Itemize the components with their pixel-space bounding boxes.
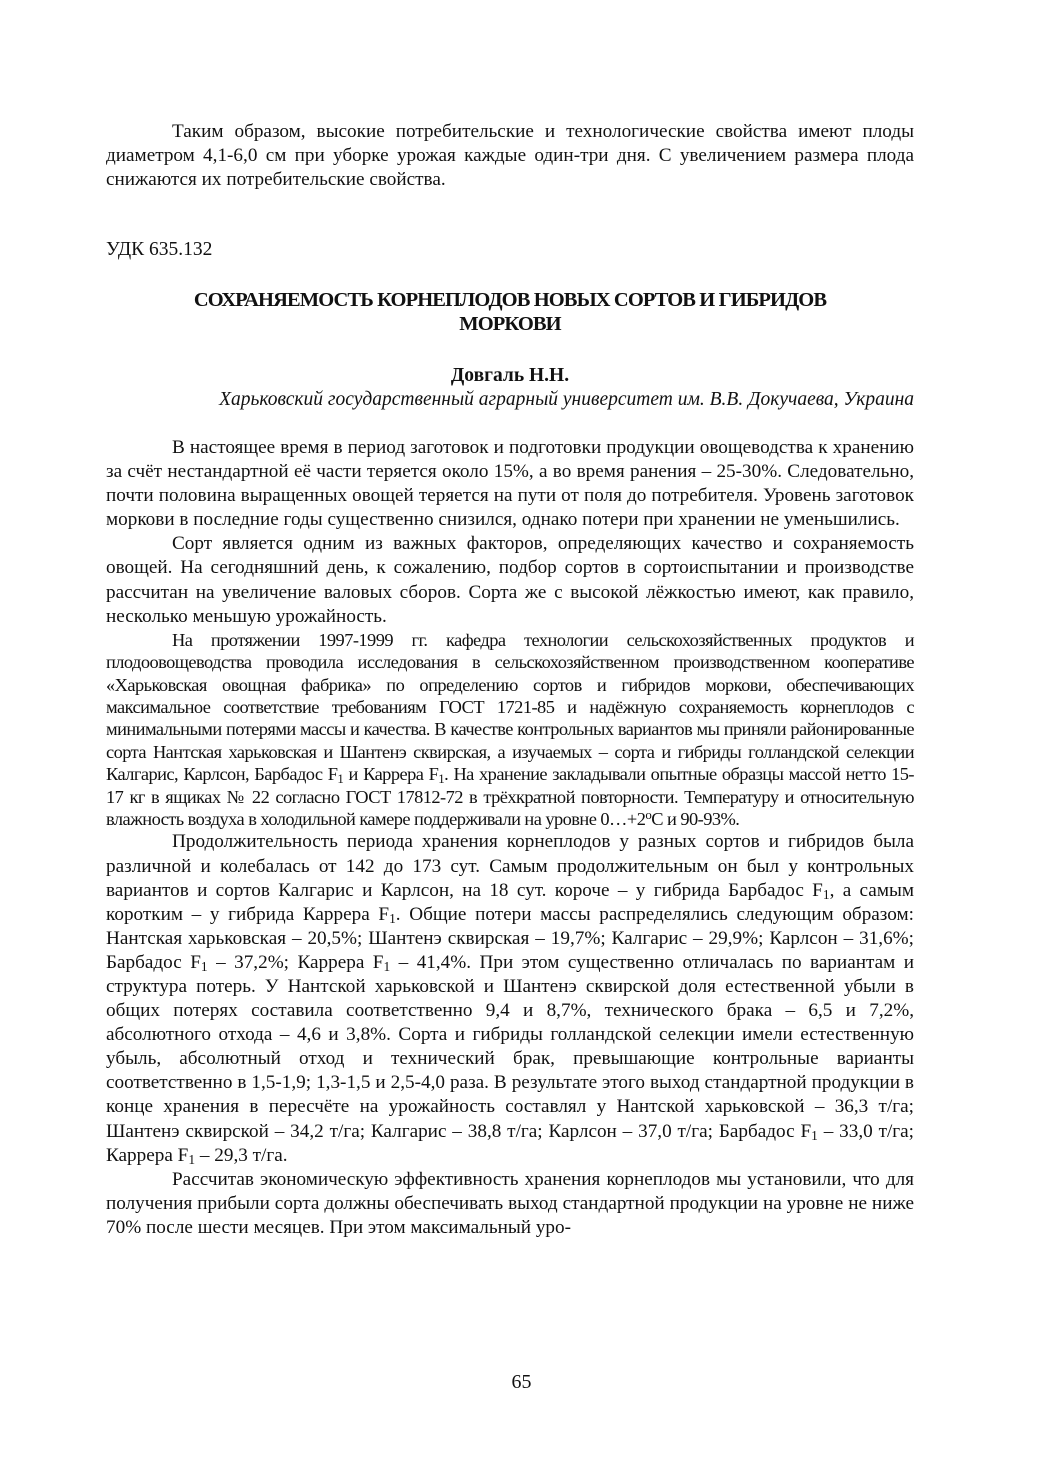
paragraph-5: Рассчитав экономическую эффективность хранения корнеплодов мы установили, что для получения прибыли сорта должны обеспечивать выход стандартной продукции на уровне не ниже 70% после шести месяцев. При этом максимальный уро-: [106, 1168, 914, 1238]
paragraph-2: Сорт является одним из важных факторов, определяющих качество и сохраняемость овощей. На сегодняшний день, к сожалению, подбор сортов в сортоиспытании и производстве рассчитан на увеличение валовых сборов. Сорта же с высокой лёжкостью имеют, как правило, несколько меньшую урожайность.: [106, 533, 914, 627]
paragraph-4-text-g: – 29,3 т/га.: [195, 1144, 288, 1166]
subscript-1: 1: [822, 886, 830, 902]
page-number: 65: [511, 1371, 532, 1393]
udk-code: УДК 635.132: [106, 239, 213, 260]
paragraph-3-text-d: С и 90-93%.: [651, 809, 740, 829]
paragraph-3-text-a: На протяжении 1997-1999 гг. кафедра технологии сельскохозяйственных продуктов и плодоовощеводства проводила исследования в сельскохозяйственном производственном кооперативе «Харьковская овощная фабрика» по определению сортов и гибридов моркови, обеспечивающих максимальное соответствие требованиям ГОСТ 1721-85 и надёжную сохраняемость корнеплодов с минимальными потерями массы и качества. В качестве контрольных вариантов мы приняли районированные сорта Нантская харьковская и Шантенэ сквирская, а изучаемых – сорта и гибриды голландской селекции Калгарис, Карлсон, Барбадос F: [106, 629, 914, 785]
paragraph-4-text-a: Продолжительность периода хранения корнеплодов у разных сортов и гибридов была различной и колебалась от 142 до 173 сут. Самым продолжительным он был у контрольных вариантов и сортов Калгарис и Карлсон, на 18 сут. короче – у гибрида Барбадос F: [106, 831, 914, 901]
subscript-1: 1: [383, 958, 391, 974]
paragraph-3-text-c: . На хранение закладывали опытные образцы массой нетто 15-17 кг в ящиках № 22 согласно ГОСТ 17812-72 в трёхкратной повторности. Температуру и относительную влажность воздуха в холодильной камере поддерживали на уровне 0…+2: [106, 764, 914, 829]
article-body: [106, 436, 914, 1240]
paragraph-3: [106, 629, 914, 831]
paragraph-4: [106, 830, 914, 1167]
subscript-1: 1: [200, 958, 208, 974]
article-title: [106, 288, 914, 336]
paragraph-3-text-b: и Каррера F: [343, 764, 439, 785]
article-title-line-2: МОРКОВИ: [459, 313, 561, 335]
paragraph-4-text-b: , а самым коротким – у гибрида Каррера F: [106, 879, 914, 925]
author-name: Довгаль Н.Н.: [450, 365, 570, 386]
paragraph-4-text-e: – 41,4%. При этом существенно отличалась по вариантам и структура потерь. У Нантской харьковской и Шантенэ сквирской доля естественной убыли в общих потерях составила соответственно 9,4 и 8,7%, технического брака – 6,5 и 7,2%, абсолютного отхода – 4,6 и 3,8%. Сорта и гибриды голландской селекции имели естественную убыль, абсолютный отход и технический брак, превышающие контрольные варианты соответственно в 1,5-1,9; 1,3-1,5 и 2,5-4,0 раза. В результате этого выход стандартной продукции в конце хранения в пересчёте на урожайность составлял у Нантской харьковской – 36,3 т/га; Шантенэ сквирской – 34,2 т/га; Калгарис – 38,8 т/га; Карлсон – 37,0 т/га; Барбадос F: [106, 951, 914, 1142]
paragraph-4-text-d: – 37,2%; Каррера F: [207, 951, 384, 973]
subscript-1: 1: [389, 910, 396, 926]
intro-section: [106, 120, 914, 192]
subscript-1: 1: [811, 1127, 818, 1143]
paragraph-4-text-f: – 33,0 т/га; Каррера F: [106, 1120, 915, 1166]
paragraph-4-text-c: . Общие потери массы распределялись следующим образом: Нантская харьковская – 20,5%; Шантенэ сквирская – 19,7%; Калгарис – 29,9%; Карлсон – 31,6%; Барбадос F: [106, 903, 914, 973]
subscript-1: 1: [337, 772, 344, 787]
author-affiliation: Харьковский государственный аграрный университет им. В.В. Докучаева, Украина: [219, 389, 914, 410]
subscript-1: 1: [438, 772, 445, 787]
article-title-line-1: СОХРАНЯЕМОСТЬ КОРНЕПЛОДОВ НОВЫХ СОРТОВ И ГИБРИДОВ: [193, 289, 827, 311]
degree-superscript: o: [645, 808, 652, 822]
paragraph-1: В настоящее время в период заготовок и подготовки продукции овощеводства к хранению за счёт нестандартной её части теряется около 15%, а во время ранения – 25-30%. Следовательно, почти половина выращенных овощей теряется на пути от поля до потребителя. Уровень заготовок моркови в последние годы существенно снизился, однако потери при хранении не уменьшились.: [106, 437, 914, 531]
intro-paragraph: Таким образом, высокие потребительские и технологические свойства имеют плоды диаметром 4,1-6,0 см при уборке урожая каждые один-три дня. С увеличением размера плода снижаются их потребительские свойства.: [106, 121, 914, 191]
subscript-1: 1: [188, 1151, 196, 1167]
